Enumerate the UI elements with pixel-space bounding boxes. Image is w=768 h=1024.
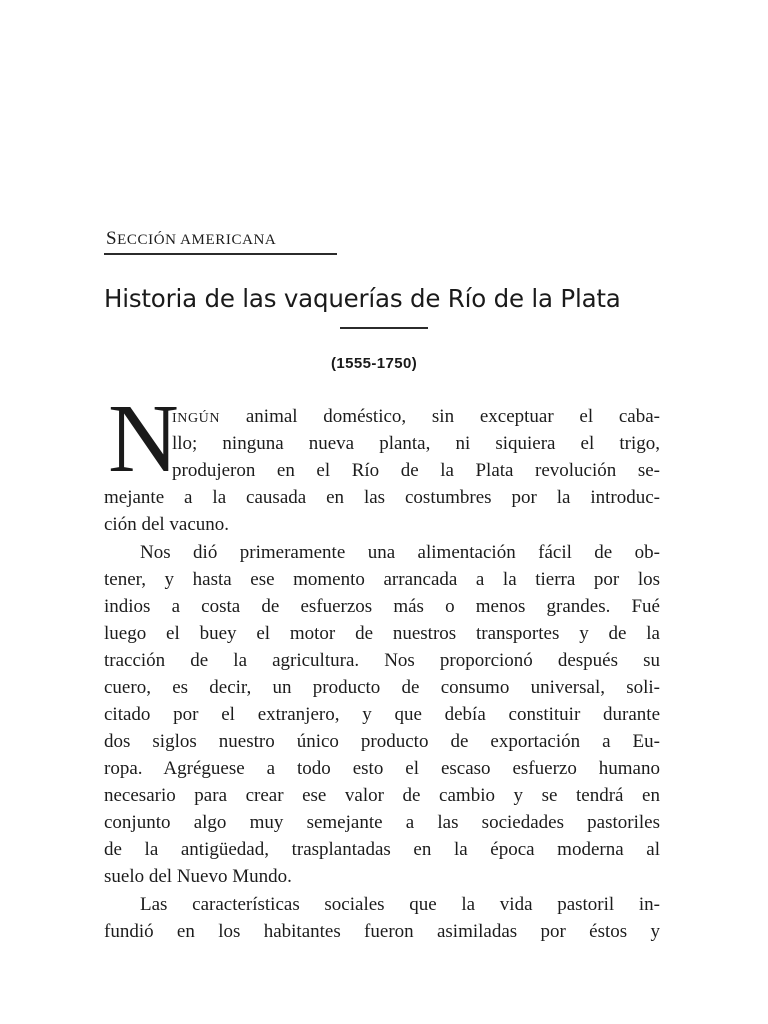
body-line: Nos dió primeramente una alimentación fácil de ob- — [140, 542, 660, 563]
body-line: ción del vacuno. — [104, 514, 230, 535]
date-range: (1555-1750) — [331, 355, 418, 372]
article-title: Historia de las vaquerías de Río de la Plata — [104, 284, 621, 313]
body-line: mejante a la causada en las costumbres por la introduc- — [104, 487, 660, 508]
body-line: INGÚN animal doméstico, sin exceptuar el caba- — [172, 406, 660, 427]
body-line: suelo del Nuevo Mundo. — [104, 866, 292, 887]
body-line: dos siglos nuestro único producto de exportación a Eu- — [104, 731, 660, 752]
body-line: conjunto algo muy semejante a las sociedades pastoriles — [104, 812, 660, 833]
title-divider — [340, 327, 428, 329]
body-line: tener, y hasta ese momento arrancada a la tierra por los — [104, 569, 660, 590]
body-line: fundió en los habitantes fueron asimiladas por éstos y — [104, 921, 660, 942]
body-line: Las características sociales que la vida pastoril in- — [140, 894, 660, 915]
body-line: citado por el extranjero, y que debía constituir durante — [104, 704, 660, 725]
body-line: llo; ninguna nueva planta, ni siquiera el trigo, — [172, 433, 660, 454]
drop-cap: N — [108, 385, 179, 493]
section-heading-rest: ECCIÓN AMERICANA — [117, 232, 277, 248]
body-line: cuero, es decir, un producto de consumo universal, soli- — [104, 677, 660, 698]
section-underline — [104, 253, 337, 255]
body-line: produjeron en el Río de la Plata revolución se- — [172, 460, 660, 481]
body-line: luego el buey el motor de nuestros transportes y de la — [104, 623, 660, 644]
section-heading-initial: S — [106, 228, 118, 249]
body-line: de la antigüedad, trasplantadas en la época moderna al — [104, 839, 660, 860]
body-line: tracción de la agricultura. Nos proporcionó después su — [104, 650, 660, 671]
first-word-small-caps: INGÚN — [172, 411, 221, 426]
body-line: indios a costa de esfuerzos más o menos grandes. Fué — [104, 596, 660, 617]
body-line: necesario para crear ese valor de cambio y se tendrá en — [104, 785, 660, 806]
body-line: ropa. Agréguese a todo esto el escaso esfuerzo humano — [104, 758, 660, 779]
section-heading — [106, 228, 276, 250]
